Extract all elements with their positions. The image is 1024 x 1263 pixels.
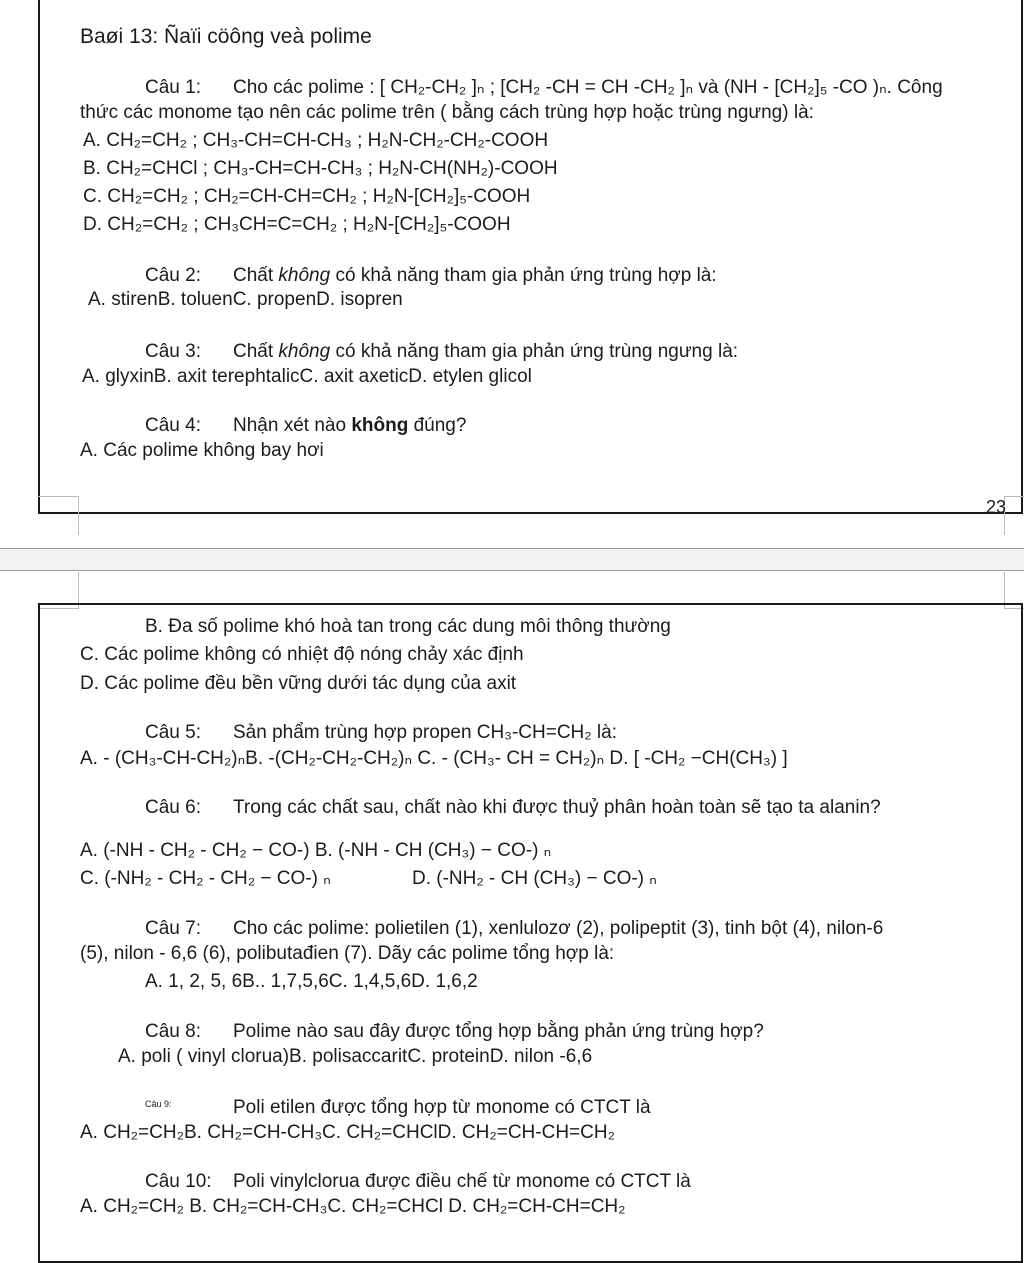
question-1-option-b: B. CH₂=CHCl ; CH₃-CH=CH-CH₃ ; H₂N-CH(NH₂)-COOH bbox=[83, 158, 558, 179]
page-number: 23 bbox=[986, 497, 1007, 517]
question-4-option-a: A. Các polime không bay hơi bbox=[80, 440, 324, 461]
question-10-label: Câu 10: bbox=[145, 1171, 212, 1192]
question-4-option-d: D. Các polime đều bền vững dưới tác dụng của axit bbox=[80, 673, 517, 694]
question-7-label: Câu 7: bbox=[145, 918, 201, 939]
question-10-options: A. CH₂=CH₂ B. CH₂=CH-CH₃C. CH₂=CHCl D. CH₂=CH-CH=CH₂ bbox=[80, 1196, 626, 1217]
question-9-label: Câu 9: bbox=[145, 1099, 172, 1109]
question-7-stem-cont: (5), nilon - 6,6 (6), polibutađien (7). Dãy các polime tổng hợp là: bbox=[80, 943, 615, 964]
question-6-option-c: C. (-NH₂ - CH₂ - CH₂ − CO-) ₙ bbox=[80, 868, 331, 889]
question-7-stem: Cho các polime: polietilen (1), xenlulozơ (2), polipeptit (3), tinh bột (4), nilon-6 bbox=[233, 918, 884, 939]
question-8-options: A. poli ( vinyl clorua)B. polisaccaritC. proteinD. nilon -6,6 bbox=[118, 1046, 593, 1067]
question-4-label: Câu 4: bbox=[145, 415, 201, 436]
question-1-stem-cont: thức các monome tạo nên các polime trên ( bằng cách trùng hợp hoặc trùng ngưng) là: bbox=[80, 102, 814, 123]
question-3-options: A. glyxinB. axit terephtalicC. axit axeticD. etylen glicol bbox=[82, 366, 532, 387]
question-1-option-c: C. CH₂=CH₂ ; CH₂=CH-CH=CH₂ ; H₂N-[CH₂]₅-COOH bbox=[83, 186, 531, 207]
question-6-label: Câu 6: bbox=[145, 797, 201, 818]
question-9-stem: Poli etilen được tổng hợp từ monome có CTCT là bbox=[233, 1097, 651, 1118]
lesson-title: Baøi 13: Ñaïi cöông veà polime bbox=[80, 25, 372, 48]
question-6-stem: Trong các chất sau, chất nào khi được thuỷ phân hoàn toàn sẽ tạo ta alanin? bbox=[233, 797, 881, 818]
question-10-stem: Poli vinylclorua được điều chế từ monome có CTCT là bbox=[233, 1171, 691, 1192]
question-7-options: A. 1, 2, 5, 6B.. 1,7,5,6C. 1,4,5,6D. 1,6,2 bbox=[145, 971, 478, 992]
question-1-stem: Cho các polime : [ CH₂-CH₂ ]ₙ ; [CH₂ -CH = CH -CH₂ ]ₙ và (NH - [CH₂]₅ -CO )ₙ. Công bbox=[233, 77, 943, 98]
question-9-options: A. CH₂=CH₂B. CH₂=CH-CH₃C. CH₂=CHClD. CH₂=CH-CH=CH₂ bbox=[80, 1122, 615, 1143]
question-8-label: Câu 8: bbox=[145, 1021, 201, 1042]
question-3-label: Câu 3: bbox=[145, 341, 201, 362]
question-1-option-d: D. CH₂=CH₂ ; CH₃CH=C=CH₂ ; H₂N-[CH₂]₅-COOH bbox=[83, 214, 511, 235]
question-5-stem: Sản phẩm trùng hợp propen CH₃-CH=CH₂ là: bbox=[233, 722, 617, 743]
question-4-option-c: C. Các polime không có nhiệt độ nóng chảy xác định bbox=[80, 644, 524, 665]
page-divider bbox=[0, 570, 1024, 571]
question-3-stem: Chất không có khả năng tham gia phản ứng trùng ngưng là: bbox=[233, 341, 739, 362]
page-divider bbox=[0, 548, 1024, 549]
corner-mark bbox=[38, 496, 79, 535]
corner-mark bbox=[1004, 496, 1024, 535]
question-5-label: Câu 5: bbox=[145, 722, 201, 743]
question-4-stem: Nhận xét nào không đúng? bbox=[233, 415, 467, 436]
question-2-stem: Chất không có khả năng tham gia phản ứng trùng hợp là: bbox=[233, 265, 717, 286]
page-gap bbox=[0, 548, 1024, 570]
question-2-options: A. stirenB. toluenC. propenD. isopren bbox=[88, 289, 403, 310]
question-1-label: Câu 1: bbox=[145, 77, 201, 98]
question-4-option-b: B. Đa số polime khó hoà tan trong các dung môi thông thường bbox=[145, 616, 671, 637]
question-1-option-a: A. CH₂=CH₂ ; CH₃-CH=CH-CH₃ ; H₂N-CH₂-CH₂-COOH bbox=[83, 130, 549, 151]
question-5-options: A. - (CH₃-CH-CH₂)ₙB. -(CH₂-CH₂-CH₂)ₙ C. - (CH₃- CH = CH₂)ₙ D. [ -CH₂ −CH(CH₃) ] bbox=[80, 748, 788, 769]
question-6-option-d: D. (-NH₂ - CH (CH₃) − CO-) ₙ bbox=[412, 868, 657, 889]
question-6-options-ab: A. (-NH - CH₂ - CH₂ − CO-) B. (-NH - CH (CH₃) − CO-) ₙ bbox=[80, 840, 552, 861]
question-8-stem: Polime nào sau đây được tổng hợp bằng phản ứng trùng hợp? bbox=[233, 1021, 764, 1042]
question-2-label: Câu 2: bbox=[145, 265, 201, 286]
